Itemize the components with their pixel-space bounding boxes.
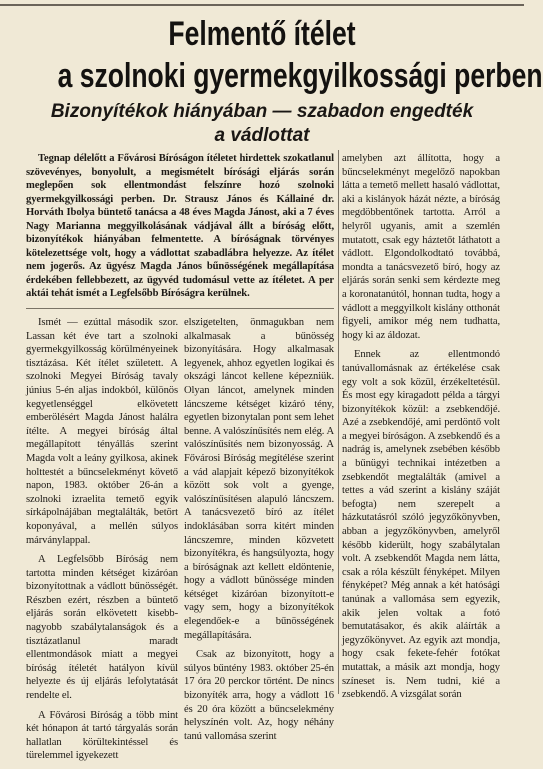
- column-1: [26, 316, 178, 769]
- lead-paragraph: [26, 152, 334, 307]
- column-1-paragraph: A Legfelsőbb Bíróság nem tartotta minden kétséget kizáróan bizonyítottnak a vádlott bűnösségét. Részben ezért, részben a büntető eljárás során elkövetett kisebb-nagyobb szabálytalanságok és a tisztázatlanul maradt ellentmondások miatt a megyei bíróság ítéletét hatályon kívül helyezte és új eljárás lefolytatását rendelte el.: [26, 554, 178, 702]
- column-2-paragraph: Csak az bizonyított, hogy a súlyos bűntény 1983. október 25-én 17 óra 20 perckor történt. De nincs bizonyíték arra, hogy a vádlott 16 és 20 óra között a bűncselekmény helyszínén volt. Az, hogy néhány tanú vallomása szerint: [184, 649, 334, 742]
- lead-text: Tegnap délelőtt a Fővárosi Bíróságon ítéletet hirdettek szokatlanul szövevényes, bonyolult, a megismételt bírósági eljárás során meglepően sok ellentmondást felszínre hozó szolnoki gyermekgyilkossági perben. Dr. Strausz János és Kállainé dr. Horváth Ibolya büntető tanácsa a 48 éves Magda Jánost, aki a 7 éves Nagy Marianna meggyilkolásának vádjával állt a bíróság előtt, bizonyítékok hiányában felmentette. A bíróságnak törvényes kötelezettsége volt, hogy a vádlottat szabadlábra helyezze. Az ítélet nem jogerős. Az ügyész Magda János bűnösségének megállapítása érdekében fellebbezett, az ügyvéd tudomásul vette az ítéletet. A per aktái tehát ismét a Legfelsőbb Bíróságra kerülnek.: [26, 153, 334, 299]
- subheadline-line-2: a vádlottat: [214, 125, 310, 146]
- headline-line-2: a szolnoki gyermekgyilkossági perben: [57, 57, 543, 95]
- column-divider: [338, 150, 339, 694]
- headline-line-1: Felmentő ítélet: [168, 15, 356, 53]
- column-1-paragraph: A Fővárosi Bíróság a több mint két hónapon át tartó tárgyalás során hallatlan körültekintéssel és türelemmel igyekezett: [26, 709, 178, 762]
- column-3-paragraph: Ennek az ellentmondó tanúvallomásnak az értékelése csak egy volt a sok közül, érzékeltetésül. És most egy kiragadott példa a tárgyi bizonyítékok közül: a zsebkendőjé. Azé a zsebkendőjé, ami perdöntő volt a megyei bíróságon. A zsebkendő és a nadrág is, amelynek zsebében később a bűnügyi technikai intézetben a zsebkendőt megtalálták (amivel a tettes a vád szerint a kislány száját befogta) nem szerepelt a házkutatásról szóló jegyzőkönyvben, abban a jegyzőkönyvben, amelyről később kiderült, hogy szabálytalan volt. A zsebkendőt Magda nem látta, csak a rólа készült fényképet. Milyen fényképet? Még annak a két hatósági tanúnak a vallomása sem egyezik, akik jelen voltak a fotó bemutatásakor, és akik aláírták a jegyzőkönyvet. Az egyik azt mondja, hogy csak fekete-fehér fotókat mutattak, a másik azt mondja, hogy színeset is. Nem tudni, kié a zsebkendő. A vizsgálat során: [342, 349, 500, 701]
- column-1-paragraph: Ismét — ezúttal második szor. Lassan két éve tart a szolnoki gyermekgyilkosság körülményeinek tisztázása. Két ítélet született. A szolnoki Megyei Bíróság tavaly június 5-én aljas indokból, különös kegyetlenséggel elkövetett emberölésért Magda Jánost halálra ítélte. A megyei bíróság által megállapított tényállás szerint Magda volt a leány gyilkosa, akinek holttestét a bűncselekményt követő napon, 1983. október 26-án a szolnoki izraelita temető egyik sírkápolnájában megtalálták, betört koponyával, a mellén súlyos márványlappal.: [26, 317, 178, 546]
- column-3: [342, 152, 500, 708]
- column-2: [184, 316, 334, 749]
- lead-divider: [26, 308, 334, 309]
- column-3-paragraph: amelyben azt állította, hogy a bűncselekményt megelőző napokban látta a temető mellett hasaló vádlottat, aki a kislányok házát nézte, a bíróság megdöbbentőnek tartotta. Arról a helyről ugyanis, amit a szemlén mutatott, csak egy háztetőt láthatott a vádlott. Elgondolkodtató továbbá, mondta a tanácsvezető bíró, hogy az eljárás során senki sem kérdezte meg a koronatanútól, honnan tudta, hogy a vádlott a meggyilkolt kislány otthonát figyeli, amikor még nem tudhatta, hogy ki az áldozat.: [342, 153, 500, 341]
- top-rule: [0, 4, 524, 6]
- column-2-paragraph: elszigetelten, önmagukban nem alkalmasak a bűnösség bizonyítására. Hogy alkalmasak legyenek, ahhoz egyetlen logikai és okszági láncot kellene képezniük. Olyan láncot, amelynek minden láncszeme kétséget kizáró tény, egyetlen bizonytalan pont sem lehet benne. A valószínűsítés nem elég. A valószínűsítés nem bizonyosság. A Fővárosi Bíróság megítélése szerint a vád alapjait képező bizonyítékok között sok volt a gyenge, valószínűsítésen alapuló láncszem. A tanácsvezető bíró az ítélet indoklásában sorra kitért minden láncszemre, minden közvetett bizonyítékra, és hangsúlyozta, hogy a bíróságnak azt kellett eldöntenie, hogy a vádlott bűnössége minden kétséget kizáróan bizonyított-e vagy sem, hogy a bizonyítékok elegendőek-e a bűnösségének megállapítására.: [184, 317, 334, 641]
- subheadline-line-1: Bizonyítékok hiányában — szabadon engedték: [50, 101, 474, 122]
